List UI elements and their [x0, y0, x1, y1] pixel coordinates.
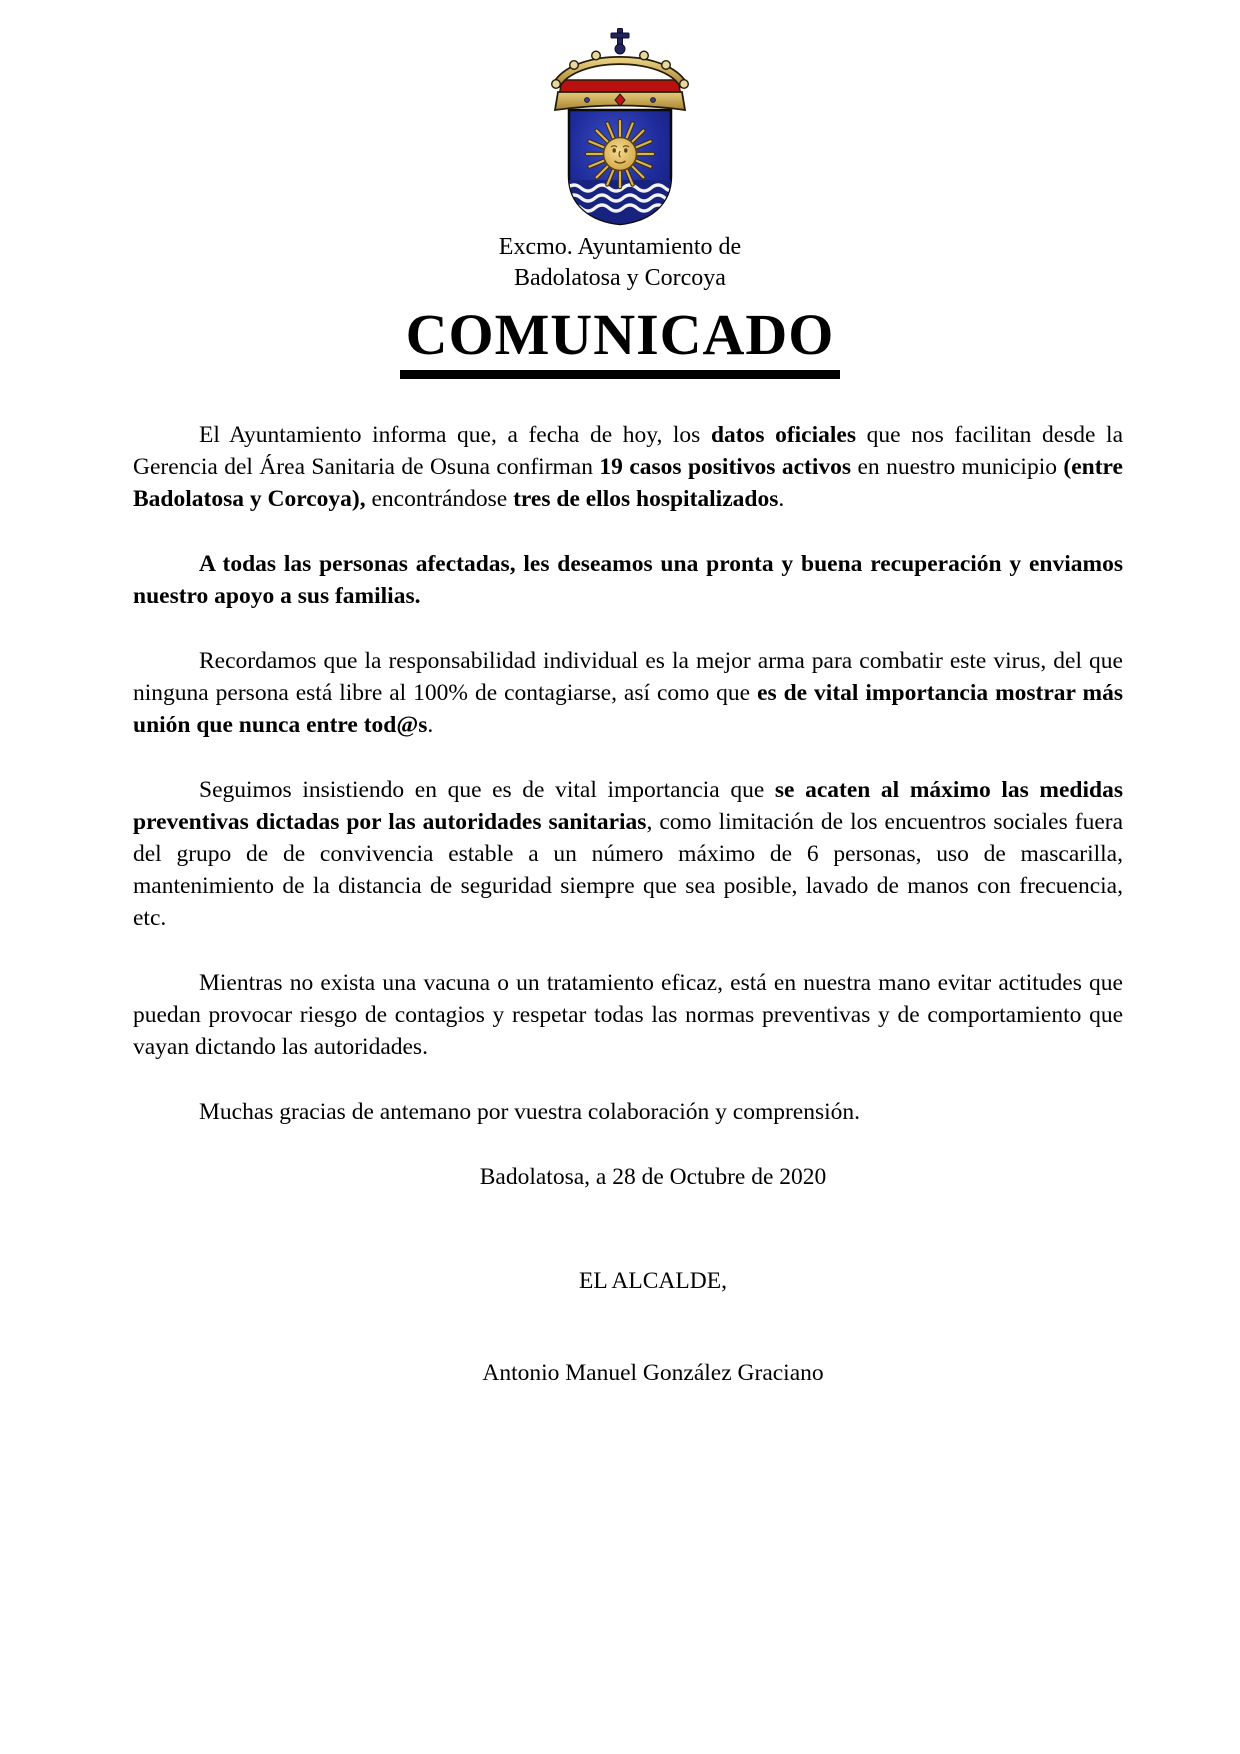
shield-waves	[567, 180, 679, 224]
paragraph-thanks: Muchas gracias de antemano por vuestra colaboración y comprensión.	[199, 1099, 861, 1125]
organization-line-2: Badolatosa y Corcoya	[514, 265, 726, 291]
crown-orb	[615, 44, 625, 54]
organization-name	[0, 232, 1240, 294]
crown-icon	[552, 29, 689, 111]
paragraph-official-data: El Ayuntamiento informa que, a fecha de hoy, los datos oficiales que nos facilitan desde la Gerencia del Área Sanitaria de Osuna confirman 19 casos positivos activos en nuestro municipio (entre Badolatosa y Corcoya), encontrándose tres de ellos hospitalizados.	[133, 422, 1123, 512]
page-title: COMUNICADO	[400, 306, 841, 379]
document-body	[133, 419, 1123, 1389]
dateline: Badolatosa, a 28 de Octubre de 2020	[479, 1164, 827, 1190]
paragraph-no-vaccine: Mientras no exista una vacuna o un tratamiento eficaz, está en nuestra mano evitar actitudes que puedan provocar riesgo de contagios y respetar todas las normas preventivas y de comportamiento que vayan dictando las autoridades.	[133, 970, 1123, 1060]
crest-container	[0, 28, 1240, 228]
title-container	[0, 302, 1240, 379]
shield	[567, 110, 679, 224]
sun-icon	[587, 121, 653, 187]
signature-name: Antonio Manuel González Graciano	[482, 1360, 824, 1386]
paragraph-preventive-measures: Seguimos insistiendo en que es de vital importancia que se acaten al máximo las medidas preventivas dictadas por las autoridades sanitarias, como limitación de los encuentros sociales fuera del grupo de de convivencia estable a un número máximo de 6 personas, uso de mascarilla, mantenimiento de la distancia de seguridad siempre que sea posible, lavado de manos con frecuencia, etc.	[133, 777, 1124, 931]
paragraph-individual-responsibility: Recordamos que la responsabilidad individual es la mejor arma para combatir este virus, del que ninguna persona está libre al 100% de contagiarse, así como que es de vital importancia mostrar más unión que nunca entre tod@s.	[133, 648, 1123, 738]
coat-of-arms-icon	[545, 28, 695, 228]
organization-line-1: Excmo. Ayuntamiento de	[498, 234, 742, 260]
crown-cross-icon	[611, 29, 629, 46]
paragraph-best-wishes: A todas las personas afectadas, les deseamos una pronta y buena recuperación y enviamos nuestro apoyo a sus familias.	[133, 551, 1123, 609]
signature-role: EL ALCALDE,	[579, 1268, 727, 1294]
sun-disc	[604, 138, 637, 171]
